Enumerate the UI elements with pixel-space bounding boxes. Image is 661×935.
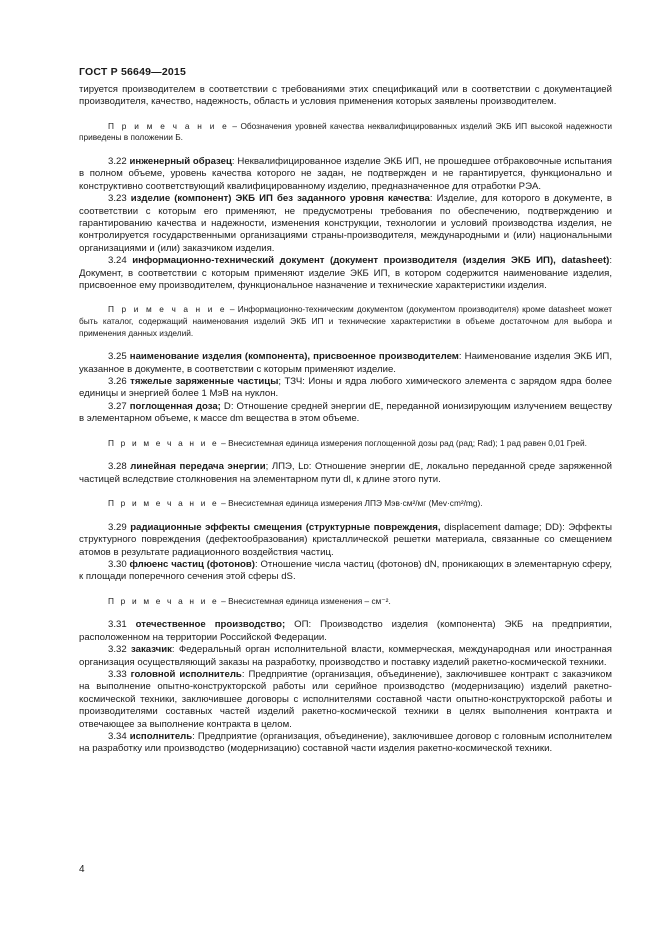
definition-3-34: 3.34 исполнитель: Предприятие (организация, объединение), заключившее договор с головным исполнителем на разработку или производство (модернизацию) составной части изделия ракетно-космической техники. (79, 730, 612, 755)
definition-3-33: 3.33 головной исполнитель: Предприятие (организация, объединение), заключившее контракт с заказчиком на выполнение опытно-конструкторской работы или серийное производство (модернизацию) изделий ракетно-космической техники, заключившее договоры с исполнителями составной части опытно-конструкторской работы и производителями составных частей изделий ракетно-космической техники в целях выполнения контракта и отвечающее за выполнение контракта в целом. (79, 668, 612, 730)
term: флюенс частиц (фотонов) (129, 558, 255, 570)
term: линейная передача энергии (130, 461, 266, 473)
definition-3-30: 3.30 флюенс частиц (фотонов): Отношение числа частиц (фотонов) dN, проникающих в элементарную сферу, к площади поперечного сечения этой сферы dS. (79, 558, 612, 583)
definition-3-27: 3.27 поглощенная доза; D: Отношение средней энергии dE, переданной ионизирующим излучением веществу в элементарном объеме, к массе dm вещества в этом объеме. (79, 400, 613, 425)
page-number: 4 (79, 864, 85, 875)
term: исполнитель (129, 730, 193, 742)
note-paragraph: П р и м е ч а н и е – Внесистемная единица измерения ЛПЭ Мэв·см²/мг (Mev·cm²/mg). (108, 498, 483, 509)
definition-3-25: 3.25 наименование изделия (компонента), присвоенное производителем: Наименование изделия ЭКБ ИП, указанное в документе, в соответствии с которым применяют изделие. (79, 351, 612, 375)
definition-3-26: 3.26 тяжелые заряженные частицы; ТЗЧ: Ионы и ядра любого химического элемента с зарядом ядра более единицы и энергией более 1 МэВ на нуклон. (79, 376, 612, 400)
definition-3-24: 3.24 информационно-технический документ (документ производителя (изделия ЭКБ ИП), datasheet): Документ, в соответствии с которым применяют изделие ЭКБ ИП, в котором содержится наименование изделия, присвоенное ему производителем, функциональное назначение и технические характеристики изделия. (79, 255, 613, 292)
definition-3-28: 3.28 линейная передача энергии; ЛПЭ, Lᴅ: Отношение энергии dE, локально переданной среде заряженной частицей вследствие столкновения на элементарном пути dl, к длине этого пути. (79, 461, 612, 485)
definition-3-22: 3.22 инженерный образец: Неквалифицированное изделие ЭКБ ИП, не прошедшее отбраковочные испытания в полном объеме, уровень качества которого не задан, не подтвержден и не гарантируется, функционально и конструктивно соответствующий квалифицированному изделию, предназначенное для отработки РЭА. (79, 156, 612, 192)
paragraph-continuation: тируется производителем в соответствии с требованиями этих спецификаций или в соответствии с документацией производителя, качество, надежность, область и условия применения которых заявлены производителем. (79, 84, 612, 108)
definition-3-31: 3.31 отечественное производство; ОП: Производство изделия (компонента) ЭКБ на предприятии, расположенном на территории Российской Федерации. (79, 619, 612, 643)
note-label: П р и м е ч а н и е (108, 595, 219, 606)
note-label: П р и м е ч а н и е (108, 120, 229, 131)
definition-3-32: 3.32 заказчик: Федеральный орган исполнительной власти, коммерческая, международная или иностранная организация осуществляющий заказы на разработку, производство и поставку изделий ракетно-космической техники. (79, 644, 612, 668)
note-paragraph: П р и м е ч а н и е – Обозначения уровней качества неквалифицированных изделий ЭКБ ИП высокой надежности приведены в положении Б. (79, 120, 612, 143)
definition-3-23: 3.23 изделие (компонент) ЭКБ ИП без заданного уровня качества: Изделие, для которого в документе, в соответствии с которым его применяют, не предусмотрены требования по обеспечению, подтверждению и гарантированию качества и надежности, изменения конструкции, технологии и условий производства изделия, не контролируется государственными организациями страны-производителя, международными и (или) национальными организациями и (или) заказчиком изделия. (79, 193, 612, 254)
term: заказчик (131, 644, 172, 656)
term: отечественное производство; (135, 619, 286, 631)
note-label: П р и м е ч а н и е (108, 437, 219, 448)
term: изделие (компонент) ЭКБ ИП без заданного уровня качества (130, 193, 430, 205)
document-header: ГОСТ Р 56649—2015 (79, 66, 187, 78)
note-paragraph: П р и м е ч а н и е – Внесистемная единица изменения – см⁻². (108, 595, 391, 606)
note-label: П р и м е ч а н и е (108, 498, 219, 509)
document-body (79, 84, 612, 756)
note-paragraph: П р и м е ч а н и е – Внесистемная единица измерения поглощенной дозы рад (рад; Rad); 1 рад равен 0,01 Грей. (108, 437, 587, 448)
term: информационно-технический документ (документ производителя (изделия ЭКБ ИП), datasheet) (132, 255, 610, 267)
term: головной исполнитель (130, 668, 242, 680)
term: поглощенная доза; (129, 400, 221, 412)
term: радиационные эффекты смещения (структурные повреждения, (130, 521, 441, 533)
definition-3-29: 3.29 радиационные эффекты смещения (структурные повреждения, displacement damage; DD): Эффекты структурного повреждения (дефектообразования) кристаллической решетки материала, связанные со смещением атомов в результате радиационного воздействия частиц. (79, 521, 612, 558)
term: инженерный образец (129, 156, 232, 167)
note-label: П р и м е ч а н и е (108, 304, 227, 315)
term: наименование изделия (компонента), присвоенное производителем (129, 351, 459, 363)
term: тяжелые заряженные частицы (130, 376, 279, 388)
note-paragraph: П р и м е ч а н и е – Информационно-техническим документом (документом производителя) кроме datasheet может быть каталог, содержащий наименования изделий ЭКБ ИП и технические характеристики в объеме достаточном для выбора и применения данных изделий. (79, 304, 612, 338)
